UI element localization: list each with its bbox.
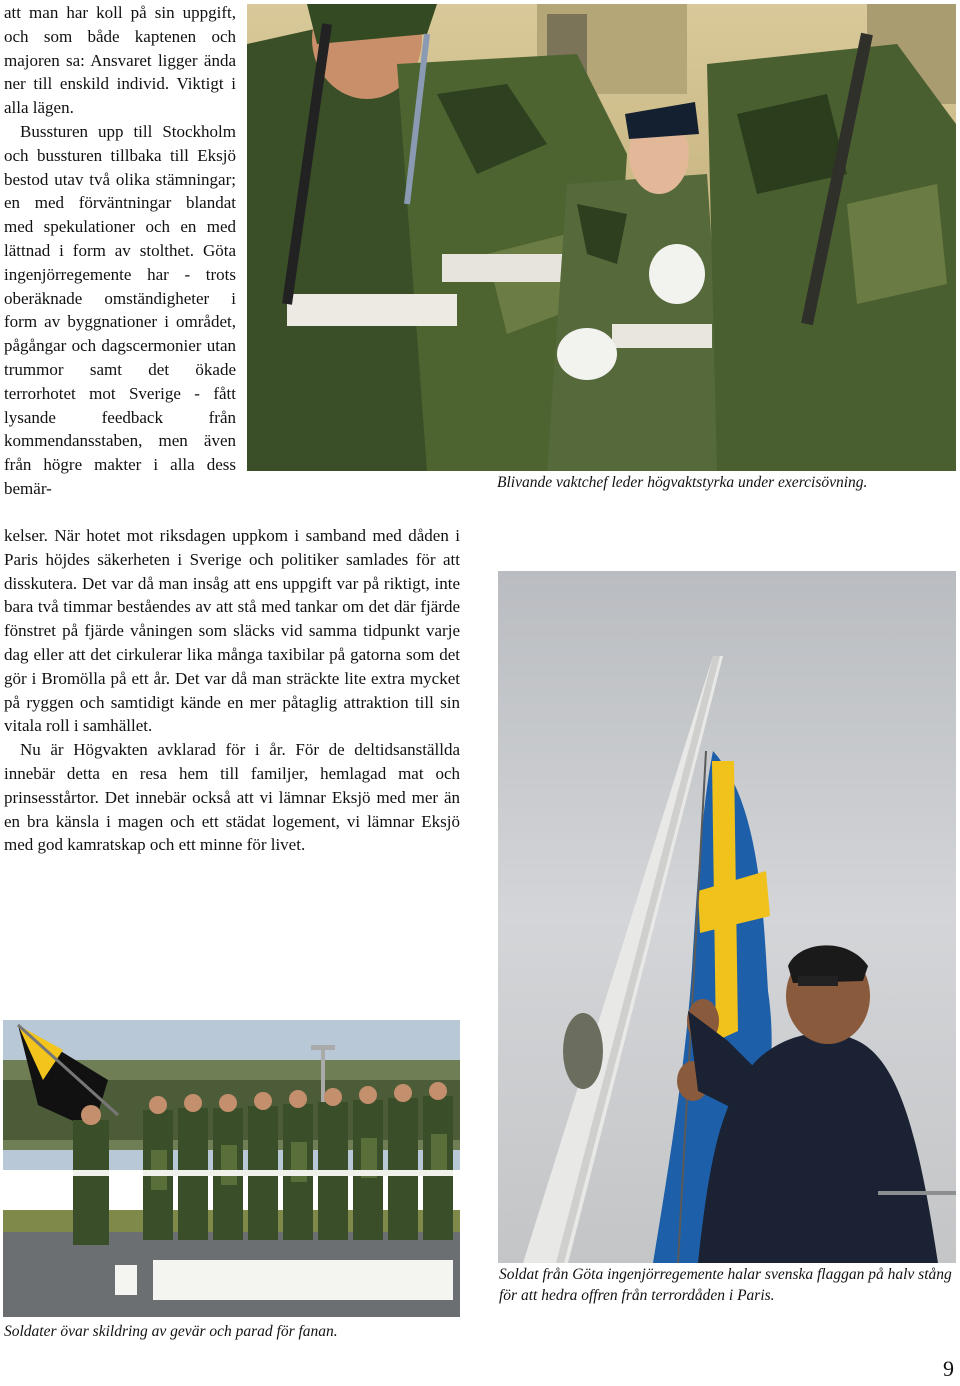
parade-formation-photo: [3, 1020, 460, 1317]
caption-marching-photo: Blivande vaktchef leder högvaktstyrka under exercisövning.: [497, 474, 868, 491]
caption-parade-photo: Soldater övar skildring av gevär och parad för fanan.: [4, 1323, 338, 1340]
paragraph-2: Bussturen upp till Stockholm och bussturen tillbaka till Eksjö bestod utav två olika stämningar; en med förväntningar blandat med spekulationer och en med lättnad i form av stolthet. Göta ingenjörregemente har - trots oberäknade omständigheter i form av byggnationer i området, pågångar och dagscermonier utan trummor samt det ökade terrorhotet mot Sverige - fått lysande feedback från kommendansstaben, men även från högre makter i alla dess bemär-: [4, 121, 236, 498]
paragraph-2-continued: kelser. När hotet mot riksdagen uppkom i samband med dåden i Paris höjdes säkerheten i Sverige och politiker samlades för att disskutera. Det var då man insåg att ens uppgift var på riktigt, inte bara två timmar beståendes av att stå med tankar om det där fjärde fönstret på fjärde våningen som släcks vid samma tidpunkt varje dag eller att det cirkulerar lika många taxibilar på gatorna som det gör i Bromölla på ett år. Det var då man sträckte lite extra mycket på ryggen och samtidigt kände en mer påtaglig attraktion till sin vitala roll i samhället.: [4, 526, 460, 736]
paragraph-3: Nu är Högvakten avklarad för i år. För de deltidsanställda innebär detta en resa hem till familjer, hemlagad mat och prinsesstårtor. Det innebär också att vi lämnar Eksjö med mer än en bra känsla i magen och ett städat logement, vi lämnar Eksjö med god kamratskap och ett minne för livet.: [4, 740, 460, 855]
paragraph-1: att man har koll på sin uppgift, och som både kaptenen och majoren sa: Ansvaret ligger ända ner till enskild individ. Viktigt i alla lägen.: [4, 3, 236, 118]
page-number: 9: [943, 1356, 954, 1381]
article-column-narrow: [4, 1, 236, 501]
flag-half-mast-photo: [498, 571, 956, 1263]
caption-flag-photo: Soldat från Göta ingenjörregemente halar svenska flaggan på halv stång för att hedra offren från terrordåden i Paris.: [499, 1266, 952, 1304]
marching-soldiers-photo: [247, 4, 956, 471]
article-column-wide: [4, 524, 460, 857]
